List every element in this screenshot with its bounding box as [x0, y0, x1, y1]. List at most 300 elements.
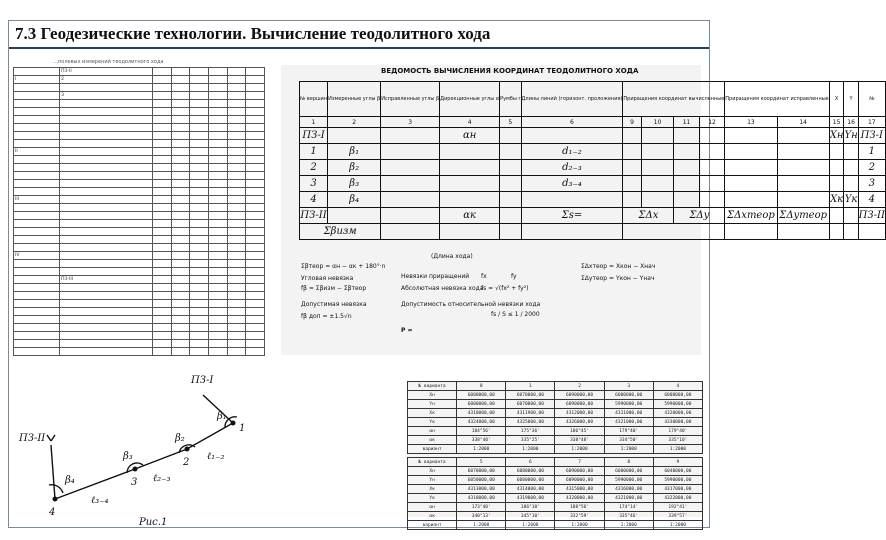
journal-cell	[246, 132, 265, 140]
variant-cell: 335°10'	[653, 436, 702, 445]
journal-row	[14, 108, 265, 116]
journal-cell	[171, 236, 190, 244]
journal-cell	[246, 140, 265, 148]
variant-cell: αн	[408, 503, 457, 512]
journal-cell	[152, 220, 171, 228]
journal-cell	[152, 180, 171, 188]
variant-cell: αк	[408, 436, 457, 445]
journal-cell	[227, 180, 246, 188]
journal-cell	[190, 228, 209, 236]
journal-cell	[60, 196, 153, 204]
journal-cell	[227, 308, 246, 316]
journal-cell	[246, 228, 265, 236]
journal-cell	[227, 188, 246, 196]
journal-cell	[190, 308, 209, 316]
journal-cell: ПЗ-III	[60, 276, 153, 284]
journal-cell	[152, 164, 171, 172]
variant-row	[408, 418, 703, 427]
journal-cell	[14, 276, 60, 284]
journal-cell	[208, 212, 227, 220]
x-end: Xк	[829, 192, 844, 208]
journal-cell	[171, 228, 190, 236]
col-num: 15	[829, 117, 844, 128]
journal-row	[14, 204, 265, 212]
variant-cell: 179°40'	[653, 427, 702, 436]
variant-cell: 186°45'	[555, 427, 604, 436]
variant-cell: 3	[604, 382, 653, 391]
journal-cell	[246, 100, 265, 108]
journal-cell	[152, 156, 171, 164]
col-num: 14	[777, 117, 829, 128]
journal-cell	[60, 116, 153, 124]
variant-cell: 345°10'	[506, 512, 555, 521]
journal-cell	[14, 92, 60, 100]
journal-cell	[14, 236, 60, 244]
variant-cell: 1:2000	[457, 521, 506, 530]
journal-cell	[60, 260, 153, 268]
journal-cell	[152, 148, 171, 156]
variant-cell: 175°36'	[506, 427, 555, 436]
alpha-start: αн	[440, 128, 500, 144]
journal-cell	[190, 292, 209, 300]
journal-cell	[190, 236, 209, 244]
note-allowed: fβ доп = ±1.5√n	[301, 313, 352, 320]
header-y: Y	[844, 82, 858, 117]
point-label: ПЗ-I	[858, 128, 885, 144]
point-label: 4	[300, 192, 328, 208]
journal-cell	[60, 172, 153, 180]
journal-cell	[246, 68, 265, 76]
journal-cell	[227, 156, 246, 164]
journal-cell	[171, 260, 190, 268]
point-2-marker	[185, 447, 190, 452]
journal-cell	[227, 348, 246, 356]
header-adjusted: Приращения координат исправленные	[725, 82, 829, 117]
journal-cell	[171, 244, 190, 252]
journal-cell	[14, 348, 60, 356]
journal-cell	[208, 220, 227, 228]
alpha-end: αк	[440, 208, 500, 224]
variant-cell: αк	[408, 512, 457, 521]
point-1-marker	[231, 421, 236, 426]
journal-cell	[227, 332, 246, 340]
journal-cell	[171, 116, 190, 124]
journal-row	[14, 156, 265, 164]
journal-cell	[171, 308, 190, 316]
journal-cell	[152, 324, 171, 332]
journal-cell	[208, 164, 227, 172]
journal-cell	[190, 172, 209, 180]
journal-cell	[246, 300, 265, 308]
journal-cell	[208, 292, 227, 300]
journal-cell: 3	[60, 92, 153, 100]
variant-cell: 1:2000	[506, 521, 555, 530]
col-num: 10	[641, 117, 674, 128]
journal-cell	[246, 148, 265, 156]
journal-cell	[152, 196, 171, 204]
journal-cell	[60, 348, 153, 356]
variant-cell: 188°56'	[555, 503, 604, 512]
journal-cell	[208, 76, 227, 84]
journal-cell	[60, 252, 153, 260]
journal-cell	[227, 340, 246, 348]
journal-cell	[246, 324, 265, 332]
journal-row	[14, 276, 265, 284]
journal-cell	[14, 268, 60, 276]
journal-cell	[227, 236, 246, 244]
journal-cell	[14, 228, 60, 236]
journal-cell	[171, 212, 190, 220]
label-p3: 3	[131, 477, 138, 488]
variant-cell: 6	[506, 458, 555, 467]
journal-cell	[190, 164, 209, 172]
journal-cell	[14, 284, 60, 292]
journal-cell	[171, 140, 190, 148]
sum-dy: ΣΔy	[674, 208, 725, 224]
journal-cell	[152, 188, 171, 196]
journal-cell	[14, 332, 60, 340]
variant-cell: 7	[555, 458, 604, 467]
journal-cell	[208, 132, 227, 140]
journal-row	[14, 148, 265, 156]
journal-cell	[208, 268, 227, 276]
note-formula-dy: ΣΔyтеор = Yкон − Yнач	[581, 275, 655, 282]
journal-cell	[60, 188, 153, 196]
journal-cell	[152, 172, 171, 180]
journal-row	[14, 316, 265, 324]
point-label: ПЗ-II	[858, 208, 885, 224]
journal-cell	[152, 76, 171, 84]
journal-cell	[208, 100, 227, 108]
journal-cell	[190, 84, 209, 92]
journal-cell	[14, 140, 60, 148]
variant-cell: 5990000,00	[604, 476, 653, 485]
journal-cell	[190, 156, 209, 164]
journal-cell	[227, 260, 246, 268]
point-label: 3	[300, 176, 328, 192]
variant-cell: 4324000,00	[457, 418, 506, 427]
variant-cell: 6070000,00	[506, 391, 555, 400]
variant-cell: Yк	[408, 494, 457, 503]
journal-row	[14, 180, 265, 188]
journal-cell	[246, 204, 265, 212]
journal-cell	[60, 284, 153, 292]
journal-cell	[190, 220, 209, 228]
col-num: 9	[623, 117, 641, 128]
x-start: Xн	[829, 128, 844, 144]
point-3-marker	[133, 467, 138, 472]
journal-cell	[171, 188, 190, 196]
variant-cell: 4330000,00	[653, 418, 702, 427]
variant-row	[408, 485, 703, 494]
journal-cell	[60, 220, 153, 228]
journal-cell	[60, 324, 153, 332]
variant-cell: 1:2000	[506, 445, 555, 454]
note-formula-dx: ΣΔxтеор = Xкон − Xнач	[581, 263, 656, 270]
variant-cell: 334°50'	[604, 436, 653, 445]
note-length: (Длина хода)	[431, 253, 473, 260]
variant-cell: 4	[653, 382, 702, 391]
journal-cell	[171, 284, 190, 292]
variant-cell: № варианта	[408, 382, 457, 391]
variant-cell: 6050000,00	[457, 476, 506, 485]
variant-cell: 6000000,00	[604, 467, 653, 476]
variant-row	[408, 445, 703, 454]
journal-cell	[227, 316, 246, 324]
journal-cell	[152, 116, 171, 124]
journal-cell	[227, 68, 246, 76]
variant-cell: 4316000,00	[604, 485, 653, 494]
journal-cell	[60, 316, 153, 324]
variant-cell: Yн	[408, 476, 457, 485]
coordinates-sheet	[281, 65, 885, 355]
journal-cell	[190, 300, 209, 308]
beta-2: β₂	[328, 160, 381, 176]
journal-cell	[208, 284, 227, 292]
journal-cell	[14, 316, 60, 324]
journal-cell	[14, 204, 60, 212]
journal-cell	[60, 308, 153, 316]
journal-cell	[60, 204, 153, 212]
variant-cell: Xк	[408, 485, 457, 494]
journal-cell	[60, 148, 153, 156]
journal-cell	[190, 276, 209, 284]
journal-cell	[152, 300, 171, 308]
point-label: ПЗ-II	[300, 208, 328, 224]
journal-cell	[152, 340, 171, 348]
variant-cell: 1:2000	[604, 521, 653, 530]
journal-cell	[208, 180, 227, 188]
sum-beta: Σβизм	[300, 224, 381, 240]
variant-cell: 1	[506, 382, 555, 391]
journal-row	[14, 76, 265, 84]
journal-cell	[60, 108, 153, 116]
journal-cell	[227, 84, 246, 92]
journal-row	[14, 236, 265, 244]
journal-cell	[171, 124, 190, 132]
journal-cell	[60, 132, 153, 140]
journal-cell	[190, 204, 209, 212]
variant-row	[408, 512, 703, 521]
col-num: 12	[699, 117, 725, 128]
journal-cell	[227, 228, 246, 236]
variant-cell: 4322000,00	[653, 494, 702, 503]
header-vertex: № вершин	[300, 82, 328, 117]
journal-cell	[14, 100, 60, 108]
col-num: 13	[725, 117, 777, 128]
journal-row	[14, 284, 265, 292]
journal-cell	[171, 204, 190, 212]
variant-cell: 338°40'	[457, 436, 506, 445]
journal-cell	[14, 244, 60, 252]
variant-cell: 332°59'	[555, 512, 604, 521]
journal-row	[14, 220, 265, 228]
variant-cell: 340°13'	[457, 512, 506, 521]
variant-header-row	[408, 458, 703, 467]
col-num: 2	[328, 117, 381, 128]
journal-cell: 2	[60, 76, 153, 84]
journal-cell	[227, 196, 246, 204]
journal-cell	[152, 68, 171, 76]
note-allowed-label: Допустимая невязка	[301, 301, 367, 308]
variant-cell: 6000000,00	[653, 391, 702, 400]
journal-cell	[152, 100, 171, 108]
variant-cell: 184°56'	[457, 427, 506, 436]
variant-cell: 6090000,00	[555, 467, 604, 476]
point-label: 1	[300, 144, 328, 160]
journal-cell	[152, 92, 171, 100]
variant-cell: вариант	[408, 445, 457, 454]
journal-cell	[152, 308, 171, 316]
variant-cell: 4312000,00	[555, 409, 604, 418]
note-angular: fβ = Σβизм − Σβтеор	[301, 285, 367, 292]
journal-cell	[171, 180, 190, 188]
variant-row	[408, 391, 703, 400]
variant-cell: 4320000,00	[653, 409, 702, 418]
header-lengths: Длины линий (горизонт. проложения)	[521, 82, 623, 117]
journal-cell	[152, 212, 171, 220]
variant-header-row	[408, 382, 703, 391]
variant-cell: 4311900,00	[506, 409, 555, 418]
journal-cell	[60, 300, 153, 308]
journal-cell	[208, 228, 227, 236]
journal-cell	[208, 140, 227, 148]
journal-cell	[14, 68, 60, 76]
variant-cell: 4310000,00	[457, 409, 506, 418]
journal-cell	[246, 116, 265, 124]
journal-cell	[246, 212, 265, 220]
sum-dy-theor: ΣΔyтеор	[777, 208, 829, 224]
col-num: 17	[858, 117, 885, 128]
variant-row	[408, 503, 703, 512]
journal-cell	[152, 260, 171, 268]
journal-cell	[246, 260, 265, 268]
north-arrow	[47, 435, 55, 441]
variant-cell: Yн	[408, 400, 457, 409]
variant-cell: 5990000,00	[653, 476, 702, 485]
journal-cell	[14, 124, 60, 132]
point-number: 3	[858, 176, 885, 192]
journal-cell	[171, 292, 190, 300]
journal-cell	[14, 324, 60, 332]
journal-cell	[190, 124, 209, 132]
journal-cell	[227, 92, 246, 100]
variant-cell: № варианта	[408, 458, 457, 467]
variant-cell: 174°14'	[604, 503, 653, 512]
length-3-4: d₃₋₄	[521, 176, 623, 192]
journal-row	[14, 172, 265, 180]
journal-cell	[208, 308, 227, 316]
point-number: 1	[858, 144, 885, 160]
journal-cell	[246, 236, 265, 244]
variant-cell: 4326000,00	[555, 418, 604, 427]
journal-cell	[227, 164, 246, 172]
journal-table	[13, 67, 265, 356]
angle-arc	[49, 485, 63, 493]
variant-row	[408, 427, 703, 436]
journal-row	[14, 100, 265, 108]
journal-cell	[152, 132, 171, 140]
journal-cell	[208, 92, 227, 100]
journal-row	[14, 196, 265, 204]
journal-cell	[171, 108, 190, 116]
journal-cell	[152, 292, 171, 300]
journal-cell	[227, 300, 246, 308]
note-relative: fs / S ≤ 1 / 2000	[491, 311, 540, 318]
variant-cell: 6040000,00	[653, 467, 702, 476]
journal-cell	[190, 268, 209, 276]
variant-cell: 0	[457, 382, 506, 391]
journal-cell	[152, 204, 171, 212]
journal-cell	[227, 132, 246, 140]
journal-cell	[246, 76, 265, 84]
journal-cell	[190, 140, 209, 148]
beta-3: β₃	[328, 176, 381, 192]
journal-cell	[60, 180, 153, 188]
note-sum-beta-theor: Σβтеор = αн − αк + 180°·n	[301, 263, 386, 270]
variant-cell: 4325000,00	[506, 418, 555, 427]
variant-cell: 4320000,00	[555, 494, 604, 503]
journal-cell	[14, 164, 60, 172]
variant-cell: 6000000,00	[457, 400, 506, 409]
journal-row	[14, 292, 265, 300]
journal-cell	[208, 188, 227, 196]
journal-cell	[190, 68, 209, 76]
journal-cell	[190, 148, 209, 156]
variant-cell: 179°40'	[604, 427, 653, 436]
journal-cell	[246, 196, 265, 204]
label-p2: 2	[183, 457, 190, 468]
journal-cell	[171, 172, 190, 180]
journal-cell	[246, 164, 265, 172]
journal-cell	[190, 196, 209, 204]
variant-cell: 2	[555, 382, 604, 391]
note-relative-label: Допустимость относительной невязки хода	[401, 301, 541, 308]
variant-cell: 1:2000	[653, 445, 702, 454]
journal-cell	[171, 252, 190, 260]
journal-cell	[208, 148, 227, 156]
variant-cell: 4315000,00	[555, 485, 604, 494]
journal-cell	[208, 236, 227, 244]
journal-cell	[246, 268, 265, 276]
journal-cell	[246, 292, 265, 300]
variant-cell: 338°48'	[555, 436, 604, 445]
variant-cell: 4321000,00	[604, 418, 653, 427]
journal-cell	[246, 348, 265, 356]
journal-heading: …полевых измерений теодолитного хода	[53, 59, 164, 65]
journal-cell: III	[14, 196, 60, 204]
journal-cell	[152, 348, 171, 356]
variant-cell: 4321000,00	[604, 494, 653, 503]
beta-1: β₁	[328, 144, 381, 160]
variant-cell: 5990000,00	[604, 400, 653, 409]
journal-cell	[246, 180, 265, 188]
journal-cell	[227, 284, 246, 292]
variant-cell: 6070000,00	[457, 467, 506, 476]
journal-cell	[60, 340, 153, 348]
header-no: №	[858, 82, 885, 117]
journal-cell	[190, 116, 209, 124]
journal-cell	[171, 268, 190, 276]
variant-row	[408, 521, 703, 530]
journal-cell	[171, 220, 190, 228]
journal-cell	[60, 84, 153, 92]
variant-cell: 6090000,00	[555, 391, 604, 400]
journal-cell	[246, 332, 265, 340]
journal-row	[14, 252, 265, 260]
variant-cell: αн	[408, 427, 457, 436]
journal-cell	[60, 212, 153, 220]
